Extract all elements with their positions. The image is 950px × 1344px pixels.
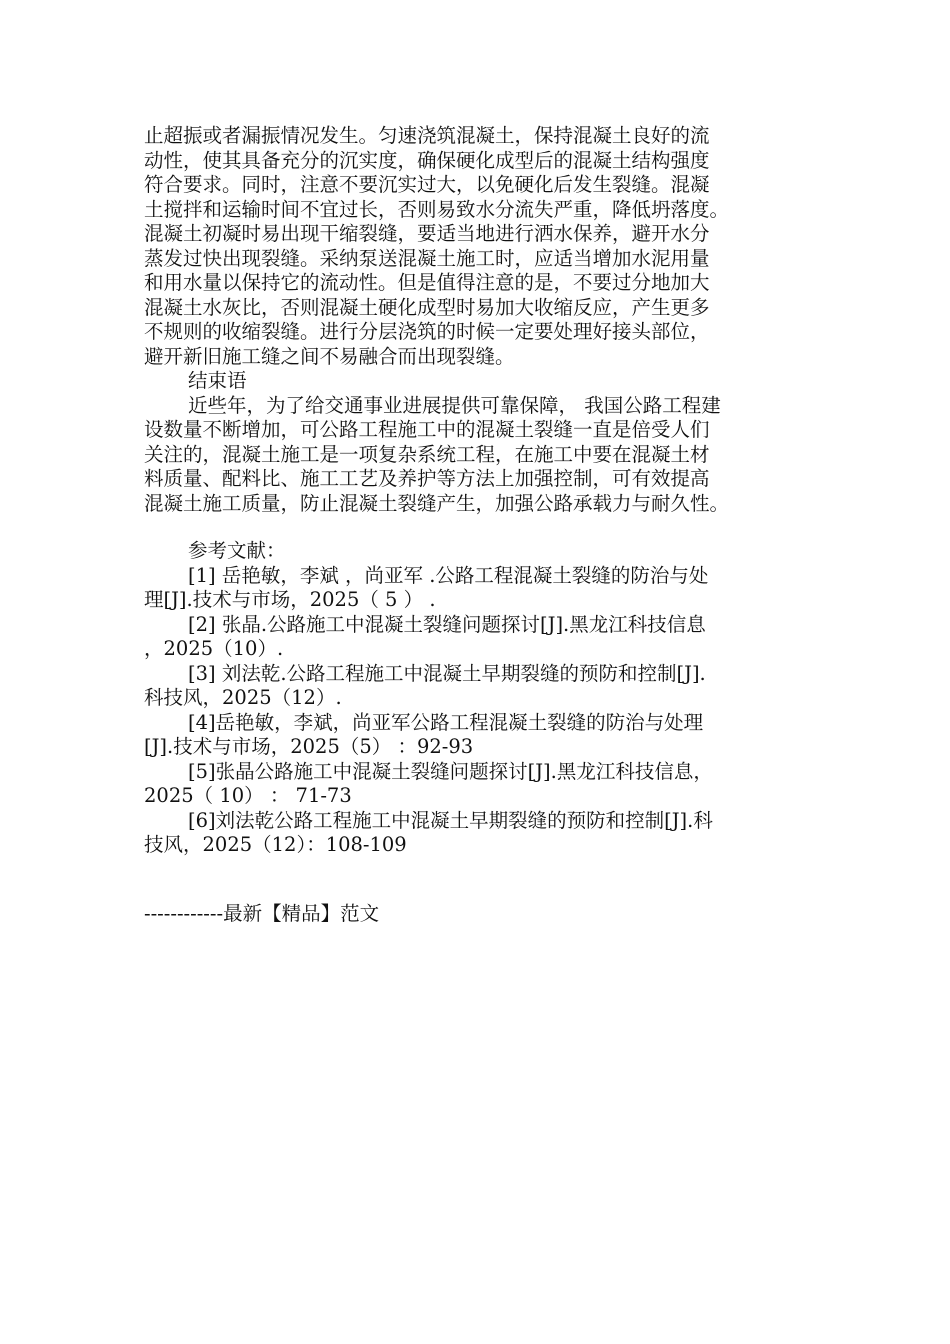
body-line: 动性，使其具备充分的沉实度，确保硬化成型后的混凝土结构强度: [144, 148, 710, 172]
conclusion-heading: 结束语: [188, 369, 247, 392]
body-line: 符合要求。同时，注意不要沉实过大，以免硬化后发生裂缝。混凝: [144, 173, 710, 196]
reference-line: [4]岳艳敏，李斌，尚亚军公路工程混凝土裂缝的防治与处理: [188, 710, 704, 734]
reference-line: [1] 岳艳敏，李斌 ，尚亚军 .公路工程混凝土裂缝的防治与处: [188, 563, 709, 587]
body-line: 混凝土初凝时易出现干缩裂缝，要适当地进行洒水保养，避开水分: [144, 222, 710, 245]
references-heading: 参考文献：: [188, 539, 286, 562]
reference-line: 科技风，2025（12）.: [144, 686, 342, 709]
body-line: 混凝土水灰比，否则混凝土硬化成型时易加大收缩反应，产生更多: [144, 295, 710, 319]
reference-line: 理[J].技术与市场，2025（ 5 ） .: [144, 588, 436, 611]
reference-item: [144, 662, 810, 711]
reference-item: [144, 613, 810, 662]
conclusion-paragraph: [144, 394, 810, 517]
document-page: [144, 124, 810, 926]
reference-line: ，2025（10）.: [144, 637, 284, 660]
reference-item: [144, 711, 810, 760]
conclusion-line: 关注的，混凝土施工是一项复杂系统工程，在施工中要在混凝土材: [144, 442, 710, 466]
reference-line: [5]张晶公路施工中混凝土裂缝问题探讨[J].黑龙江科技信息，: [188, 759, 713, 783]
references-list: [144, 564, 810, 858]
conclusion-line: 混凝土施工质量，防止混凝土裂缝产生，加强公路承载力与耐久性。: [144, 491, 730, 515]
reference-item: [144, 760, 810, 809]
reference-line: 2025（ 10） ： 71-73: [144, 784, 352, 807]
section-spacer: [144, 516, 810, 539]
conclusion-line: 料质量、配料比、施工工艺及养护等方法上加强控制，可有效提高: [144, 467, 710, 490]
reference-item: [144, 809, 810, 858]
conclusion-line: 近些年，为了给交通事业进展提供可靠保障， 我国公路工程建: [188, 393, 721, 417]
footer-spacer: [144, 858, 810, 902]
reference-line: [2] 张晶.公路施工中混凝土裂缝问题探讨[J].黑龙江科技信息: [188, 612, 706, 636]
body-line: 蒸发过快出现裂缝。采纳泵送混凝土施工时，应适当增加水泥用量: [144, 246, 710, 270]
reference-line: 技风，2025（12）：108-109: [144, 833, 407, 856]
body-line: 土搅拌和运输时间不宜过长，否则易致水分流失严重，降低坍落度。: [144, 197, 730, 221]
body-line: 避开新旧施工缝之间不易融合而出现裂缝。: [144, 344, 515, 368]
conclusion-line: 设数量不断增加，可公路工程施工中的混凝土裂缝一直是倍受人们: [144, 418, 710, 441]
body-line: 不规则的收缩裂缝。进行分层浇筑的时候一定要处理好接头部位，: [144, 320, 710, 343]
footer-text: ------------最新【精品】范文: [144, 901, 380, 925]
reference-line: [J].技术与市场，2025（5） ：92-93: [144, 735, 474, 758]
body-line: 和用水量以保持它的流动性。但是值得注意的是，不要过分地加大: [144, 271, 710, 294]
reference-item: [144, 564, 810, 613]
body-line: 止超振或者漏振情况发生。匀速浇筑混凝土，保持混凝土良好的流: [144, 124, 710, 147]
reference-line: [6]刘法乾公路工程施工中混凝土早期裂缝的预防和控制[J].科: [188, 808, 713, 832]
reference-line: [3] 刘法乾.公路工程施工中混凝土早期裂缝的预防和控制[J].: [188, 661, 706, 685]
body-paragraph: [144, 124, 810, 369]
